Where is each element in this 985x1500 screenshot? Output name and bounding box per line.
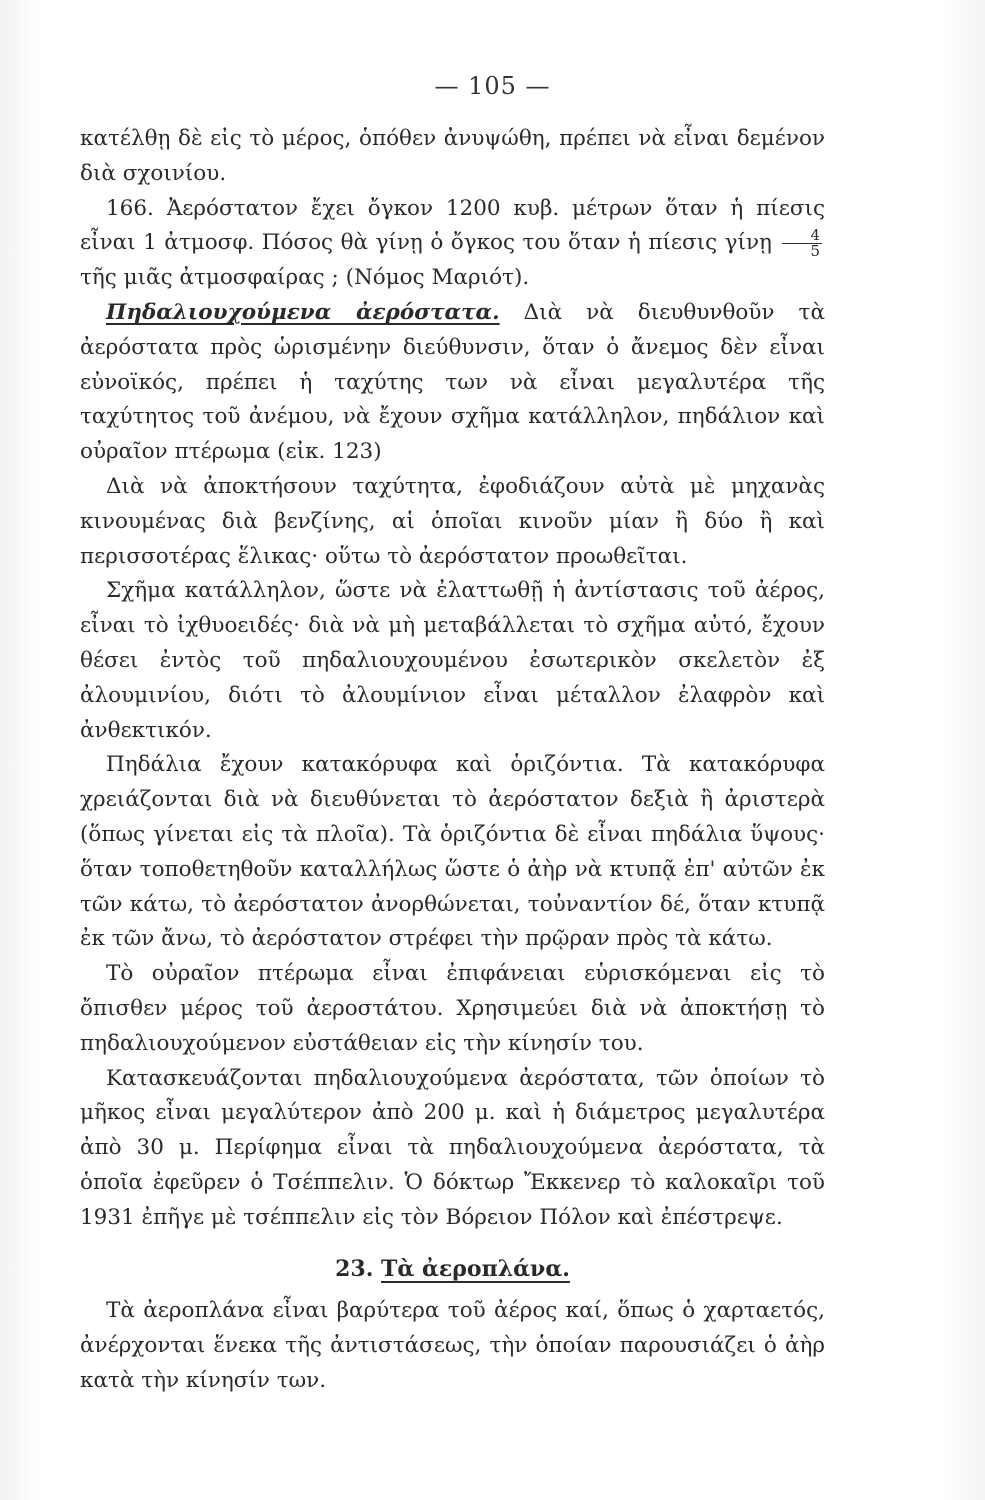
paragraph-dirigibles bbox=[80, 296, 825, 470]
inline-heading: Πηδαλιουχούμενα ἀερόστατα. bbox=[106, 299, 500, 325]
page-number: — 105 — bbox=[434, 72, 551, 100]
paragraph-continuation: κατέλθῃ δὲ εἰς τὸ μέρος, ὁπόθεν ἀνυψώθη, πρέπει νὰ εἶναι δεμένον διὰ σχοινίου. bbox=[80, 126, 825, 186]
fraction-denominator: 5 bbox=[810, 241, 820, 260]
section-title: Τὰ ἀεροπλάνα. bbox=[381, 1255, 570, 1282]
paragraph-airplanes: Τὰ ἀεροπλάνα εἶναι βαρύτερα τοῦ ἀέρος καί, ὅπως ὁ χαρταετός, ἀνέρχονται ἕνεκα τῆς ἀντιστάσεως, τὴν ὁποίαν παρουσιάζει ὁ ἀὴρ κατὰ τὴν κίνησίν των. bbox=[80, 1298, 825, 1393]
exercise-166 bbox=[80, 192, 825, 296]
paragraph-zeppelin: Κατασκευάζονται πηδαλιουχούμενα ἀερόστατα, τῶν ὁποίων τὸ μῆκος εἶναι μεγαλύτερον ἀπὸ 200 μ. καὶ ἡ διάμετρος μεγαλυτέρα ἀπὸ 30 μ. Περίφημα εἶναι τὰ πηδαλιουχούμενα ἀερόστατα, τὰ ὁποῖα ἐφεῦρεν ὁ Τσέππελιν. Ὁ δόκτωρ Ἔκκενερ τὸ καλοκαῖρι τοῦ 1931 ἐπῆγε μὲ τσέππελιν εἰς τὸν Βόρειον Πόλον καὶ ἐπέστρεψε. bbox=[80, 1065, 825, 1230]
paragraph-tail: Τὸ οὐραῖον πτέρωμα εἶναι ἐπιφάνειαι εὑρισκόμεναι εἰς τὸ ὄπισθεν μέρος τοῦ ἀεροστάτου. Χρησιμεύει διὰ νὰ ἀποκτήσῃ τὸ πηδαλιουχούμενον εὐστάθειαν εἰς τὴν κίνησίν του. bbox=[80, 961, 825, 1056]
paragraph-shape: Σχῆμα κατάλληλον, ὥστε νὰ ἐλαττωθῇ ἡ ἀντίστασις τοῦ ἀέρος, εἶναι τὸ ἰχθυοειδές· διὰ νὰ μὴ μεταβάλλεται τὸ σχῆμα αὐτό, ἔχουν θέσει ἐντὸς τοῦ πηδαλιουχουμένου ἐσωτερικὸν σκελετὸν ἐξ ἀλουμινίου, διότι τὸ ἀλουμίνιον εἶναι μέταλλον ἐλαφρὸν καὶ ἀνθεκτικόν. bbox=[80, 578, 825, 743]
section-heading bbox=[80, 1252, 825, 1287]
section-number: 23. bbox=[335, 1255, 374, 1282]
fraction-numerator: 4 bbox=[782, 228, 822, 244]
paragraph-rudders: Πηδάλια ἔχουν κατακόρυφα καὶ ὁριζόντια. Τὰ κατακόρυφα χρειάζονται διὰ νὰ διευθύνεται τὸ ἀερόστατον δεξιὰ ἢ ἀριστερὰ (ὅπως γίνεται εἰς τὰ πλοῖα). Τὰ ὁριζόντια δὲ εἶναι πηδάλια ὕψους· ὅταν τοποθετηθοῦν καταλλήλως ὥστε ὁ ἀὴρ νὰ κτυπᾷ ἐπ' αὐτῶν ἐκ τῶν κάτω, τὸ ἀερόστατον ἀνορθώνεται, τοὐναντίον δέ, ὅταν κτυπᾷ ἐκ τῶν ἄνω, τὸ ἀερόστατον στρέφει τὴν πρῷραν πρὸς τὰ κάτω. bbox=[80, 752, 825, 952]
page-body bbox=[80, 122, 825, 1399]
exercise-text-end: τῆς μιᾶς ἀτμοσφαίρας ; (Νόμος Μαριότ). bbox=[80, 265, 530, 291]
fraction bbox=[782, 225, 822, 260]
paragraph-text: Διὰ νὰ διευθυνθοῦν τὰ ἀερόστατα πρὸς ὡρισμένην διεύθυνσιν, ὅταν ὁ ἄνεμος δὲν εἶναι εὐνοϊκός, πρέπει ἡ ταχύτης των νὰ εἶναι μεγαλυτέρα τῆς ταχύτητος τοῦ ἀνέμου, νὰ ἔχουν σχῆμα κατάλληλον, πηδάλιον καὶ οὐραῖον πτέρωμα (εἰκ. 123) bbox=[80, 299, 825, 465]
paragraph-engines: Διὰ νὰ ἀποκτήσουν ταχύτητα, ἐφοδιάζουν αὐτὰ μὲ μηχανὰς κινουμένας διὰ βενζίνης, αἱ ὁποῖαι κινοῦν μίαν ἢ δύο ἢ καὶ περισσοτέρας ἕλικας· οὕτω τὸ ἀερόστατον προωθεῖται. bbox=[80, 473, 825, 569]
exercise-text: 166. Ἀερόστατον ἔχει ὄγκον 1200 κυβ. μέτρων ὅταν ἡ πίεσις εἶναι 1 ἀτμοσφ. Πόσος θὰ γίνῃ ὁ ὄγκος του ὅταν ἡ πίεσις γίνῃ bbox=[80, 195, 825, 256]
